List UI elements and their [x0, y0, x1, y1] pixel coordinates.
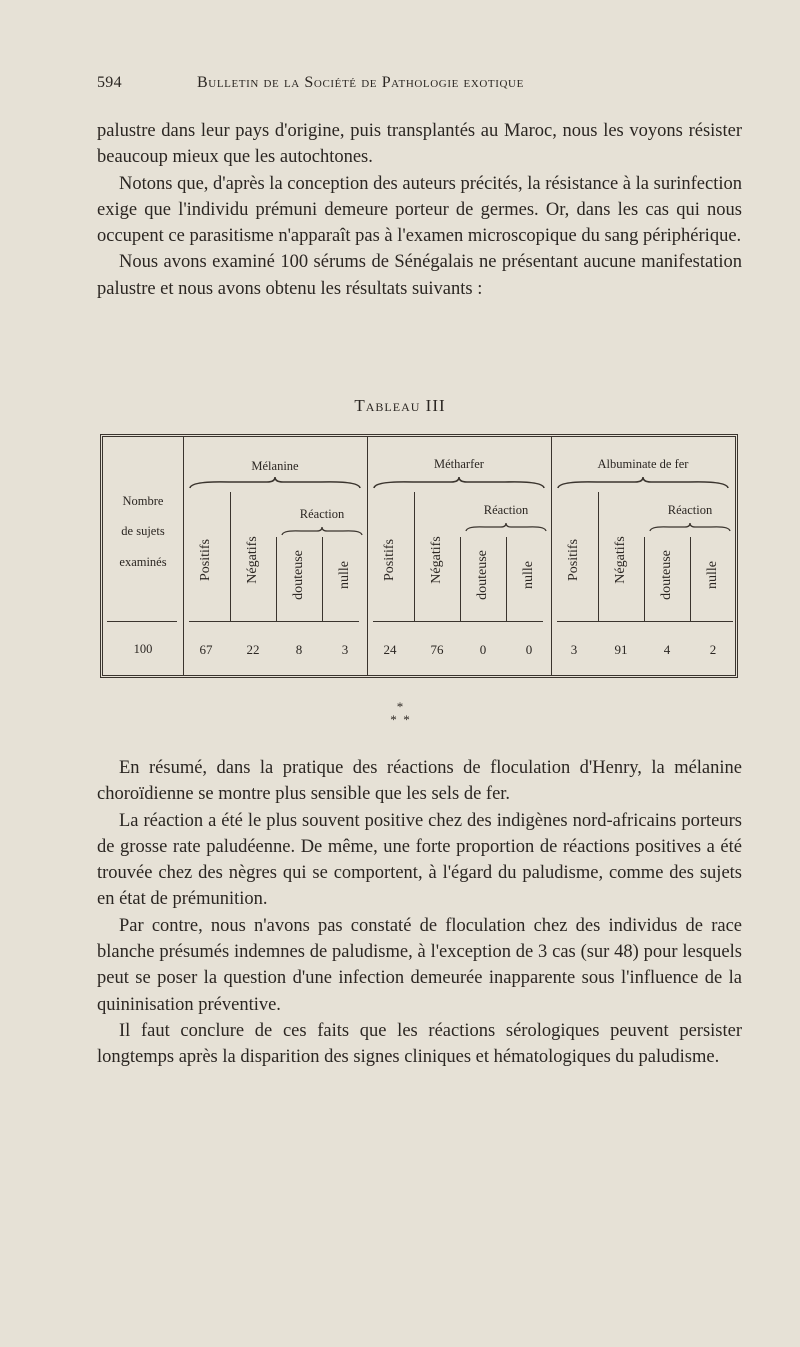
col-nulle-melanine: nulle	[337, 561, 352, 589]
separator-stars-bottom: * *	[390, 712, 410, 727]
cell-melanine-nulle: 3	[341, 642, 349, 657]
brace-albuminate	[557, 477, 729, 489]
reaction-label-metharfer: Réaction	[483, 503, 529, 517]
col-nulle-metharfer: nulle	[521, 561, 536, 589]
cell-metharfer-positifs: 24	[383, 642, 397, 657]
col-negatifs-albuminate: Négatifs	[613, 536, 628, 584]
group-melanine: Mélanine	[251, 459, 299, 473]
cell-metharfer-douteuse: 0	[479, 642, 487, 657]
paragraph-examines: Nous avons examiné 100 sérums de Sénégalais ne présentant aucune manifestation palustre et nous avons obtenu les résultats suivants :	[97, 252, 742, 299]
col-positifs-albuminate: Positifs	[566, 539, 581, 582]
row-header-line-3: examinés	[119, 555, 167, 569]
cell-albuminate-douteuse: 4	[663, 642, 671, 657]
brace-melanine	[189, 477, 361, 489]
paragraph-notons: Notons que, d'après la conception des auteurs précités, la résistance à la surinfection exige que l'individu prémuni demeure porteur de germes. Or, dans les cas qui nous occupent ce parasitisme n'apparaît pas à l'examen microscopique du sang périphérique.	[97, 173, 742, 247]
reaction-label-albuminate: Réaction	[667, 503, 713, 517]
col-negatifs-metharfer: Négatifs	[429, 536, 444, 584]
results-table	[100, 434, 738, 678]
group-metharfer: Métharfer	[434, 457, 484, 471]
intro-text	[97, 118, 742, 302]
col-douteuse-albuminate: douteuse	[659, 550, 674, 600]
paragraph-reaction: La réaction a été le plus souvent positive chez des indigènes nord-africains porteurs de grosse rate paludéenne. De même, une forte proportion de réactions positives a été trouvée chez des nègres qui se comportent, à l'égard du paludisme, comme des sujets en état de prémunition.	[97, 810, 742, 910]
cell-melanine-positifs: 67	[199, 642, 213, 657]
cell-metharfer-nulle: 0	[525, 642, 533, 657]
cell-albuminate-negatifs: 91	[614, 642, 628, 657]
running-header	[97, 74, 737, 100]
col-nulle-albuminate: nulle	[705, 561, 720, 589]
cell-metharfer-negatifs: 76	[430, 642, 444, 657]
cell-albuminate-positifs: 3	[570, 642, 578, 657]
paragraph-conclure: Il faut conclure de ces faits que les réactions sérologiques peuvent persister longtemps après la disparition des signes cliniques et hématologiques du paludisme.	[97, 1020, 742, 1068]
row-header-line-2: de sujets	[121, 524, 165, 538]
row-header-line-1: Nombre	[122, 494, 164, 508]
section-separator	[0, 700, 800, 726]
separator-star-top: *	[396, 699, 404, 714]
cell-albuminate-nulle: 2	[709, 642, 717, 657]
conclusion-text	[97, 755, 742, 1071]
col-positifs-metharfer: Positifs	[382, 539, 397, 582]
paragraph-par-contre: Par contre, nous n'avons pas constaté de floculation chez des individus de race blanche présumés indemnes de paludisme, à l'exception de 3 cas (sur 48) pour lesquels peut se poser la question d'une infection demeurée inapparente sous l'influence de la quininisation préventive.	[97, 915, 742, 1015]
journal-title: Bulletin de la Société de Pathologie exotique	[197, 74, 524, 91]
page-number: 594	[97, 74, 122, 91]
cell-melanine-negatifs: 22	[246, 642, 260, 657]
cell-count: 100	[133, 642, 153, 656]
brace-metharfer	[373, 477, 545, 489]
col-positifs-melanine: Positifs	[198, 539, 213, 582]
group-albuminate: Albuminate de fer	[597, 457, 689, 471]
col-douteuse-metharfer: douteuse	[475, 550, 490, 600]
reaction-label-melanine: Réaction	[299, 507, 345, 521]
paragraph-resume: En résumé, dans la pratique des réactions de floculation d'Henry, la mélanine choroïdienne se montre plus sensible que les sels de fer.	[97, 758, 742, 805]
col-douteuse-melanine: douteuse	[291, 550, 306, 600]
cell-melanine-douteuse: 8	[295, 642, 303, 657]
paragraph-continuation: palustre dans leur pays d'origine, puis transplantés au Maroc, nous les voyons résister beaucoup mieux que les autochtones.	[97, 121, 742, 168]
col-negatifs-melanine: Négatifs	[245, 536, 260, 584]
table-caption: Tableau III	[354, 396, 446, 415]
